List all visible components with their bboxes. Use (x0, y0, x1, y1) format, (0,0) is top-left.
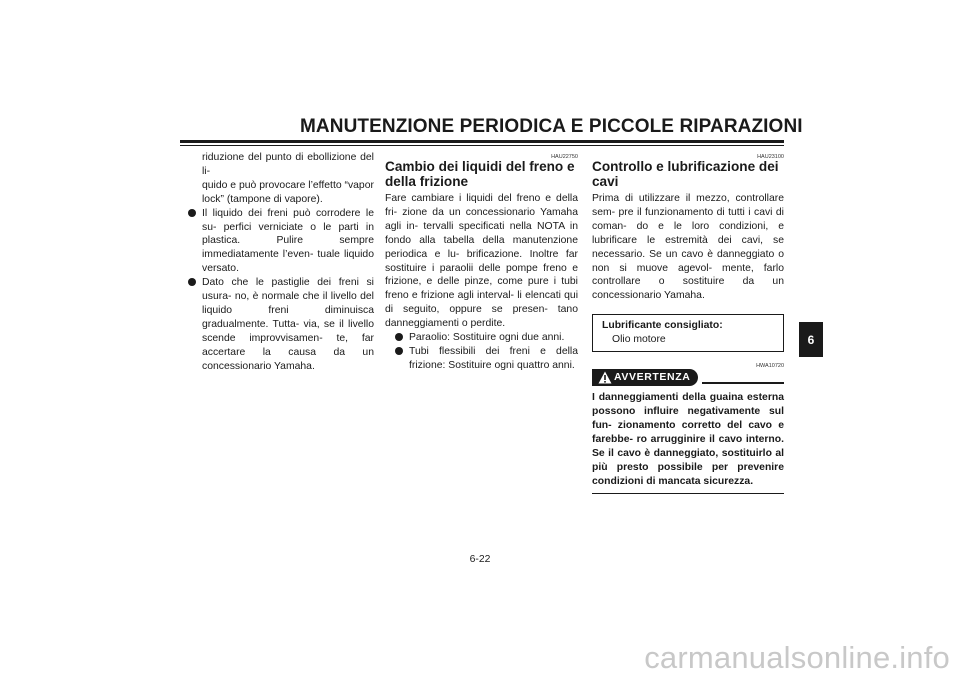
continuation-text (188, 151, 374, 207)
column-1 (188, 151, 374, 374)
warning-rule (702, 382, 784, 384)
page-title: MANUTENZIONE PERIODICA E PICCOLE RIPARAZIONI (300, 116, 803, 137)
heading-line: della frizione (385, 174, 469, 189)
bullet-icon (395, 347, 403, 355)
chapter-tab: 6 (799, 322, 823, 357)
column-2 (385, 151, 578, 373)
list-item (385, 345, 578, 373)
continuation-line: quido e può provocare l’effetto “vapor (202, 179, 374, 191)
list-item (188, 207, 374, 277)
section-heading (385, 159, 578, 189)
continuation-line: lock” (tampone di vapore). (202, 193, 323, 205)
list-item-text: Dato che le pastiglie dei freni si usura- no, è normale che il livello del liquido freni diminuisca gradualmente. Tutta- via, se il livello scende improvvisamen- te, far accertare la causa da un concessionario Yamaha. (202, 277, 374, 372)
continuation-line: riduzione del punto di ebollizione del li- (202, 152, 374, 177)
heading-line: Controllo e lubrificazione dei (592, 159, 779, 174)
list-item (188, 276, 374, 373)
warning-text: I danneggiamenti della guaina esterna possono influire negativamente sul fun- zionamento corretto del cavo e farebbe- ro arrugginire il cavo interno. Se il cavo è danneggiato, sostituirlo al più presto possibile per prevenire condizioni di mancata sicurezza. (592, 392, 784, 487)
warning-header (592, 369, 784, 387)
warning-code: HWA10720 (756, 363, 784, 370)
header-rule-thin (180, 145, 784, 146)
heading-line: cavi (592, 174, 619, 189)
warning-badge (592, 369, 698, 386)
lubricant-value: Olio motore (612, 333, 666, 345)
bullet-icon (395, 333, 403, 341)
warning-bottom-rule (592, 493, 784, 495)
lubricant-box (592, 314, 784, 352)
bullet-icon (188, 278, 196, 286)
section-paragraph: Prima di utilizzare il mezzo, controllare sem- pre il funzionamento di tutti i cavi di coman- do e le loro condizioni, e lubrificare le estremità dei cavi, se necessario. Se un cavo è danneggiato o non si muove agevol- mente, farlo controllare o sostituire da un concessionario Yamaha. (592, 193, 784, 302)
column-3 (592, 151, 784, 494)
header-rule (180, 140, 784, 143)
watermark: carmanualsonline.info (644, 640, 950, 675)
warning-label: AVVERTENZA (614, 371, 691, 384)
list-item (385, 331, 578, 345)
list-item-text: Tubi flessibili dei freni e della frizione: Sostituire ogni quattro anni. (409, 345, 578, 371)
section-code: HAU23100 (757, 154, 784, 160)
list-item-text: Paraolio: Sostituire ogni due anni. (409, 332, 565, 344)
page-number: 6-22 (469, 554, 491, 565)
section-code: HAU22750 (551, 154, 578, 160)
bullet-icon (188, 209, 196, 217)
section-heading (592, 159, 784, 189)
heading-line: Cambio dei liquidi del freno e (385, 159, 575, 174)
list-item-text: Il liquido dei freni può corrodere le su- perfici verniciate o le parti in plastica. Pulire sempre immediatamente l’even- tuale liquido versato. (202, 207, 374, 275)
lubricant-title: Lubrificante consigliato: (602, 320, 723, 332)
warning-icon (598, 371, 612, 384)
section-paragraph: Fare cambiare i liquidi del freno e della fri- zione da un concessionario Yamaha agli in- tervalli specificati nella NOTA in fondo alla tabella della manutenzione periodica e lu- brificazione. Inoltre far sostituire i paraolii delle pompe freno e frizione, e delle pinze, come pure i tubi freno e frizione agli interval- li elencati qui di seguito, oppure se presen- tano danneggiamenti o perdite. (385, 193, 578, 330)
